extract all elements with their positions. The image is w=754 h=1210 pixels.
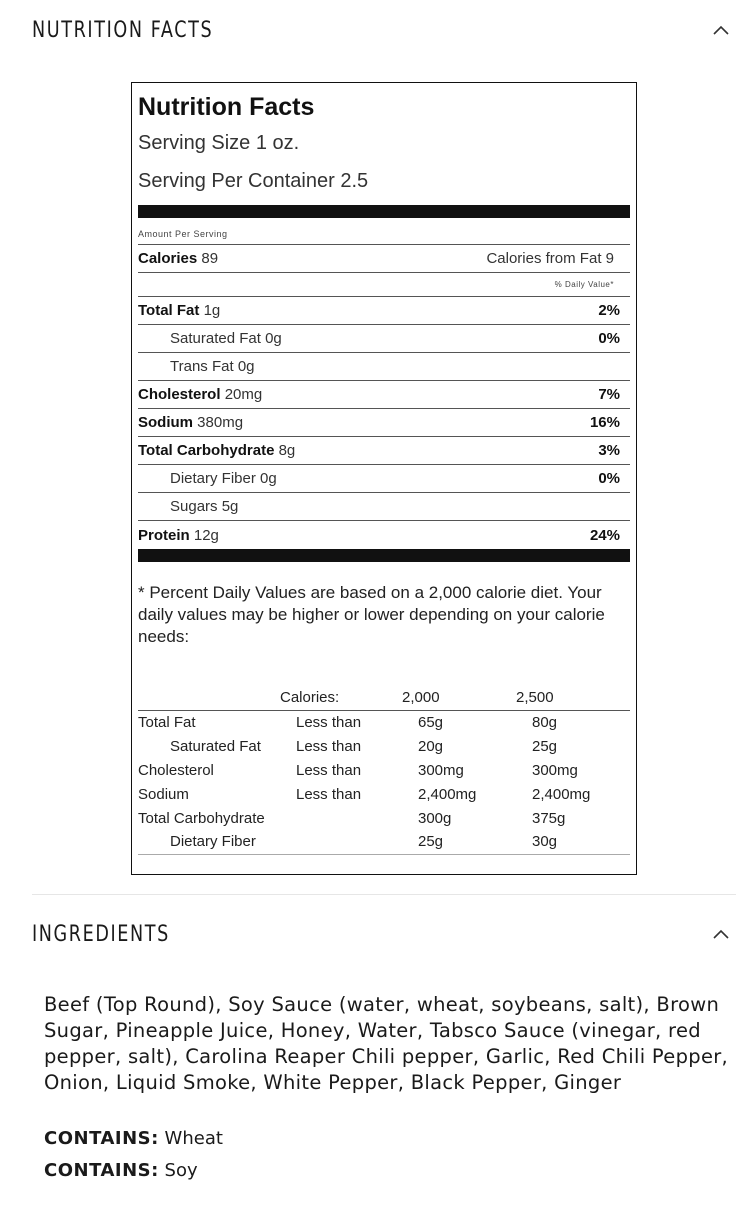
servings-per-container: Serving Per Container 2.5 — [138, 170, 369, 192]
contains-label: CONTAINS: — [44, 1160, 159, 1181]
nutrition-facts-accordion-header[interactable] — [32, 12, 732, 48]
nutrient-pct: 0% — [598, 330, 620, 347]
dv-cell: Dietary Fiber — [170, 833, 256, 851]
contains-line — [44, 1160, 198, 1181]
label-title: Nutrition Facts — [138, 93, 315, 121]
dv-cell: 30g — [532, 833, 558, 851]
dv-row — [138, 806, 630, 830]
calories-row — [138, 245, 630, 273]
nutrient-label: Sugars — [170, 498, 218, 515]
nutrient-amount: 0g — [237, 358, 255, 375]
dv-cell: 80g — [532, 713, 558, 731]
dv-cell: 25g — [418, 833, 444, 851]
thick-divider — [138, 549, 630, 562]
nutrient-amount: 0g — [265, 330, 282, 347]
nutrient-row — [138, 409, 630, 437]
dv-cell: 300mg — [418, 761, 464, 779]
dv-cell: Less than — [296, 785, 362, 803]
nutrient-amount: 8g — [278, 442, 296, 459]
nutrition-facts-heading: NUTRITION FACTS — [32, 17, 214, 43]
amount-per-serving: Amount Per Serving — [138, 229, 630, 245]
daily-value-footnote: * Percent Daily Values are based on a 2,000 calorie diet. Your daily values may be higher or lower depending on your calorie needs: — [138, 583, 605, 646]
dv-cell: 2,400mg — [532, 785, 591, 803]
dv-cell — [138, 686, 280, 710]
dv-cell: Calories: — [280, 689, 340, 707]
nutrient-label: Sodium — [138, 414, 193, 431]
section-divider — [32, 894, 736, 895]
nutrient-label: Total Fat — [138, 302, 200, 319]
serving-size: Serving Size 1 oz. — [138, 132, 300, 154]
nutrient-row — [138, 297, 630, 325]
dv-cell: 300mg — [532, 761, 578, 779]
dv-cell: Saturated Fat — [170, 737, 261, 755]
dv-row — [138, 782, 630, 806]
calories-label: Calories — [138, 250, 198, 267]
daily-value-header: % Daily Value* — [554, 280, 614, 289]
dv-cell: 65g — [418, 713, 444, 731]
dv-cell: 25g — [532, 737, 558, 755]
calories-from-fat: Calories from Fat 9 — [486, 250, 614, 267]
nutrient-row — [138, 381, 630, 409]
nutrient-amount: 0g — [260, 470, 277, 487]
dv-cell: Less than — [296, 761, 362, 779]
dv-row — [138, 758, 630, 782]
daily-value-header-row — [138, 273, 630, 297]
nutrient-label: Protein — [138, 526, 190, 544]
nutrition-label — [131, 82, 637, 875]
dv-cell: 2,000 — [402, 689, 440, 707]
nutrient-amount: 380mg — [197, 414, 244, 431]
ingredients-accordion-header[interactable] — [32, 916, 732, 952]
dv-row — [138, 710, 630, 734]
dv-cell: Sodium — [138, 785, 189, 803]
nutrient-pct: 24% — [589, 526, 620, 544]
nutrient-pct: 3% — [598, 442, 620, 459]
nutrient-row — [138, 325, 630, 353]
nutrient-label: Total Carbohydrate — [138, 442, 275, 459]
thick-divider — [138, 205, 630, 218]
chevron-up-icon[interactable] — [710, 19, 732, 41]
dv-cell: Less than — [296, 737, 362, 755]
dv-cell: Cholesterol — [138, 761, 214, 779]
nutrient-label: Cholesterol — [138, 386, 221, 403]
nutrient-pct: 7% — [598, 386, 620, 403]
nutrient-label: Trans Fat — [170, 358, 234, 375]
nutrient-label: Dietary Fiber — [170, 470, 256, 487]
dv-header-row — [138, 686, 630, 710]
nutrient-row — [138, 465, 630, 493]
dv-cell: 300g — [418, 809, 452, 827]
nutrient-label: Saturated Fat — [170, 330, 261, 347]
nutrient-amount: 1g — [203, 302, 221, 319]
nutrient-row — [138, 353, 630, 381]
nutrient-row — [138, 493, 630, 521]
dv-cell: 20g — [418, 737, 444, 755]
nutrient-pct: 0% — [598, 470, 620, 487]
nutrient-amount: 12g — [193, 526, 219, 544]
daily-value-table — [138, 686, 630, 855]
ingredients-heading: INGREDIENTS — [32, 921, 170, 947]
chevron-up-icon[interactable] — [710, 923, 732, 945]
contains-line — [44, 1128, 223, 1149]
dv-cell — [280, 830, 402, 854]
nutrient-amount: 20mg — [224, 386, 263, 403]
dv-cell: 2,500 — [516, 689, 554, 707]
dv-cell: Total Fat — [138, 713, 196, 731]
nutrient-amount: 5g — [221, 498, 239, 515]
dv-cell: Total Carbohydrate — [138, 809, 265, 827]
ingredients-text: Beef (Top Round), Soy Sauce (water, wheat, soybeans, salt), Brown Sugar, Pineapple Juice, Honey, Water, Tabsco Sauce (vinegar, red pepper, salt), Carolina Reaper Chili pepper, Garlic, Red Chili Pepper, Onion, Liquid Smoke, White Pepper, Black Pepper, Ginger — [44, 993, 729, 1094]
calories-value: 89 — [201, 250, 219, 267]
dv-row — [138, 830, 630, 854]
dv-cell: Less than — [296, 713, 362, 731]
nutrient-pct: 16% — [589, 414, 620, 431]
dv-cell: 375g — [532, 809, 566, 827]
dv-cell — [280, 806, 402, 830]
dv-row — [138, 734, 630, 758]
contains-label: CONTAINS: — [44, 1128, 159, 1149]
contains-value: Wheat — [164, 1128, 223, 1149]
nutrient-pct: 2% — [598, 302, 620, 319]
contains-value: Soy — [164, 1160, 198, 1181]
dv-cell: 2,400mg — [418, 785, 477, 803]
nutrient-row — [138, 437, 630, 465]
nutrient-row — [138, 521, 630, 549]
